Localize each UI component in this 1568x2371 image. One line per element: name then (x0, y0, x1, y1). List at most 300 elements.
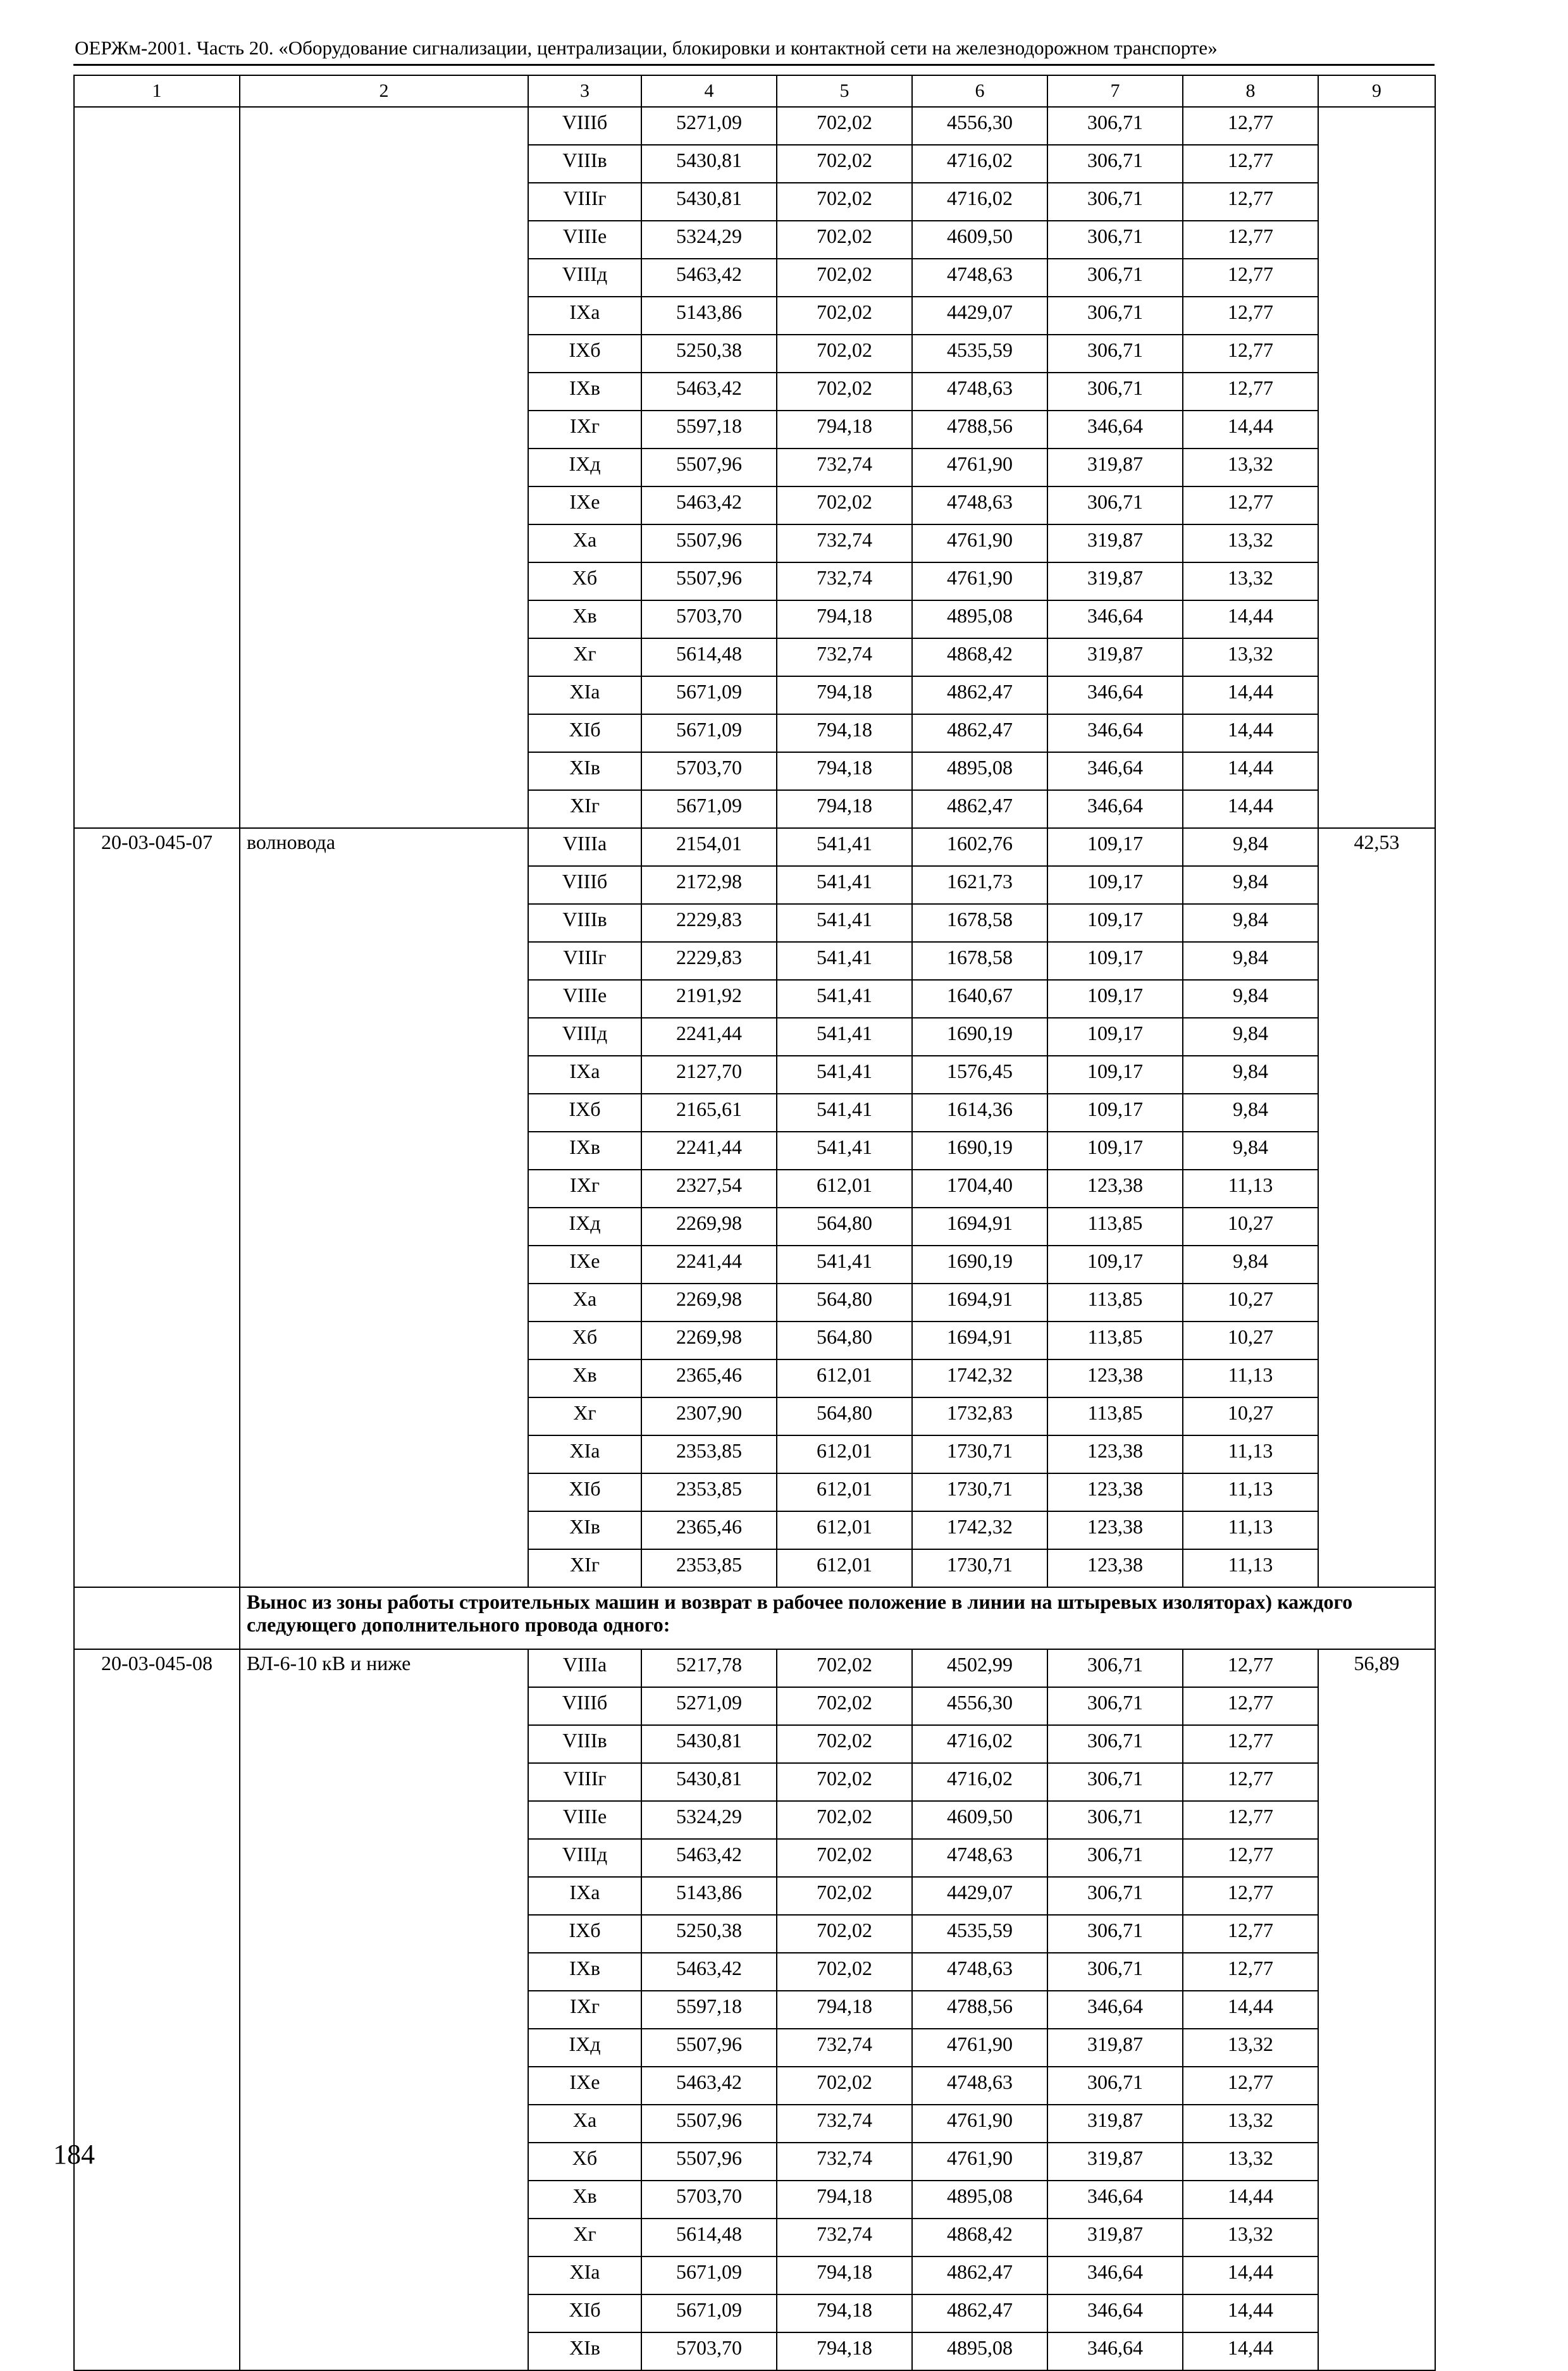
total-cost-cell: 5324,29 (641, 221, 777, 259)
machines-cell: 306,71 (1047, 107, 1183, 145)
machines-cell: 306,71 (1047, 335, 1183, 373)
district-cell: XIб (528, 2294, 641, 2332)
wages-cell: 732,74 (777, 524, 912, 562)
labor-cell: 9,84 (1183, 866, 1318, 904)
machines-cell: 306,71 (1047, 2067, 1183, 2105)
materials-cell: 4748,63 (912, 259, 1047, 297)
machines-cell: 123,38 (1047, 1359, 1183, 1397)
labor-cell: 13,32 (1183, 2143, 1318, 2181)
total-cost-cell: 5250,38 (641, 1915, 777, 1953)
total-cost-cell: 2269,98 (641, 1322, 777, 1359)
wages-cell: 794,18 (777, 2332, 912, 2370)
page-header-title: ОЕРЖм-2001. Часть 20. «Оборудование сигнализации, централизации, блокировки и контактной сети на железнодорожном транспорте» (75, 37, 1218, 59)
wages-cell: 794,18 (777, 790, 912, 828)
total-cost-cell: 5597,18 (641, 411, 777, 449)
wages-cell: 541,41 (777, 866, 912, 904)
labor-cell: 14,44 (1183, 2181, 1318, 2219)
materials-cell: 4788,56 (912, 1991, 1047, 2029)
district-cell: IXе (528, 486, 641, 524)
machines-cell: 319,87 (1047, 638, 1183, 676)
column-number: 1 (74, 75, 240, 107)
district-cell: VIIIа (528, 1649, 641, 1687)
total-cost-cell: 2353,85 (641, 1549, 777, 1587)
materials-cell: 4716,02 (912, 183, 1047, 221)
wages-cell: 702,02 (777, 297, 912, 335)
labor-cell: 9,84 (1183, 1246, 1318, 1284)
wages-cell: 541,41 (777, 1132, 912, 1170)
labor-cell: 10,27 (1183, 1284, 1318, 1322)
labor-cell: 9,84 (1183, 1018, 1318, 1056)
wages-cell: 732,74 (777, 562, 912, 600)
labor-cell: 9,84 (1183, 942, 1318, 980)
machines-cell: 113,85 (1047, 1397, 1183, 1435)
total-cost-cell: 5463,42 (641, 259, 777, 297)
table-row (74, 1649, 1435, 1687)
wages-cell: 732,74 (777, 2143, 912, 2181)
machines-cell: 109,17 (1047, 904, 1183, 942)
machines-cell: 306,71 (1047, 1915, 1183, 1953)
labor-cell: 10,27 (1183, 1208, 1318, 1246)
materials-cell: 4761,90 (912, 449, 1047, 486)
materials-cell: 4761,90 (912, 2105, 1047, 2143)
district-cell: IXд (528, 2029, 641, 2067)
labor-cell: 11,13 (1183, 1170, 1318, 1208)
labor-cell: 9,84 (1183, 1056, 1318, 1094)
total-cost-cell: 5463,42 (641, 2067, 777, 2105)
total-cost-cell: 2241,44 (641, 1018, 777, 1056)
district-cell: VIIIг (528, 1763, 641, 1801)
machines-cell: 346,64 (1047, 600, 1183, 638)
column-number: 4 (641, 75, 777, 107)
wages-cell: 564,80 (777, 1284, 912, 1322)
total-cost-cell: 2229,83 (641, 942, 777, 980)
machines-cell: 123,38 (1047, 1170, 1183, 1208)
labor-cell: 11,13 (1183, 1549, 1318, 1587)
materials-cell: 4535,59 (912, 335, 1047, 373)
materials-cell: 4895,08 (912, 600, 1047, 638)
materials-cell: 4761,90 (912, 524, 1047, 562)
labor-cell: 14,44 (1183, 2332, 1318, 2370)
labor-cell: 14,44 (1183, 2294, 1318, 2332)
labor-cell: 11,13 (1183, 1511, 1318, 1549)
total-cost-cell: 5271,09 (641, 107, 777, 145)
wages-cell: 702,02 (777, 486, 912, 524)
district-cell: Xв (528, 2181, 641, 2219)
district-cell: IXб (528, 335, 641, 373)
materials-cell: 1602,76 (912, 828, 1047, 866)
materials-cell: 1742,32 (912, 1511, 1047, 1549)
materials-cell: 1690,19 (912, 1246, 1047, 1284)
total-cost-cell: 5430,81 (641, 1763, 777, 1801)
machines-cell: 123,38 (1047, 1549, 1183, 1587)
district-cell: XIв (528, 1511, 641, 1549)
column-number: 7 (1047, 75, 1183, 107)
machines-cell: 306,71 (1047, 1649, 1183, 1687)
wages-cell: 794,18 (777, 714, 912, 752)
district-cell: IXе (528, 2067, 641, 2105)
district-cell: XIв (528, 752, 641, 790)
wages-cell: 541,41 (777, 942, 912, 980)
wages-cell: 541,41 (777, 904, 912, 942)
wages-cell: 732,74 (777, 2219, 912, 2256)
machines-cell: 306,71 (1047, 1877, 1183, 1915)
materials-cell: 1730,71 (912, 1473, 1047, 1511)
wages-cell: 732,74 (777, 638, 912, 676)
district-cell: VIIIг (528, 183, 641, 221)
labor-cell: 13,32 (1183, 524, 1318, 562)
district-cell: Xг (528, 2219, 641, 2256)
column-number: 9 (1318, 75, 1435, 107)
district-cell: IXд (528, 1208, 641, 1246)
labor-cell: 12,77 (1183, 335, 1318, 373)
materials-cell: 1694,91 (912, 1284, 1047, 1322)
materials-cell: 4788,56 (912, 411, 1047, 449)
wages-cell: 702,02 (777, 1649, 912, 1687)
labor-cell: 14,44 (1183, 600, 1318, 638)
machines-cell: 113,85 (1047, 1322, 1183, 1359)
labor-cell: 11,13 (1183, 1435, 1318, 1473)
total-cost-cell: 2353,85 (641, 1435, 777, 1473)
labor-cell: 10,27 (1183, 1322, 1318, 1359)
wages-cell: 612,01 (777, 1511, 912, 1549)
district-cell: IXа (528, 1877, 641, 1915)
materials-cell: 4868,42 (912, 2219, 1047, 2256)
district-cell: XIв (528, 2332, 641, 2370)
machines-cell: 109,17 (1047, 1132, 1183, 1170)
materials-cell: 4895,08 (912, 2332, 1047, 2370)
district-cell: VIIIе (528, 221, 641, 259)
labor-total: 42,53 (1318, 828, 1435, 1587)
materials-cell: 4862,47 (912, 676, 1047, 714)
table-row (74, 828, 1435, 866)
wages-cell: 794,18 (777, 2181, 912, 2219)
machines-cell: 306,71 (1047, 1953, 1183, 1991)
materials-cell: 1640,67 (912, 980, 1047, 1018)
labor-cell: 12,77 (1183, 183, 1318, 221)
table-body (74, 75, 1435, 2370)
district-cell: Xб (528, 1322, 641, 1359)
wages-cell: 702,02 (777, 183, 912, 221)
machines-cell: 306,71 (1047, 1763, 1183, 1801)
total-cost-cell: 5507,96 (641, 449, 777, 486)
wages-cell: 702,02 (777, 1725, 912, 1763)
machines-cell: 306,71 (1047, 1801, 1183, 1839)
machines-cell: 319,87 (1047, 2143, 1183, 2181)
materials-cell: 1742,32 (912, 1359, 1047, 1397)
machines-cell: 123,38 (1047, 1435, 1183, 1473)
labor-cell: 13,32 (1183, 562, 1318, 600)
machines-cell: 123,38 (1047, 1473, 1183, 1511)
machines-cell: 319,87 (1047, 562, 1183, 600)
machines-cell: 319,87 (1047, 524, 1183, 562)
district-cell: VIIIа (528, 828, 641, 866)
district-cell: VIIIб (528, 107, 641, 145)
district-cell: IXб (528, 1094, 641, 1132)
labor-total (1318, 107, 1435, 828)
materials-cell: 4556,30 (912, 107, 1047, 145)
materials-cell: 4748,63 (912, 2067, 1047, 2105)
wages-cell: 732,74 (777, 2105, 912, 2143)
district-cell: VIIIд (528, 1018, 641, 1056)
total-cost-cell: 5463,42 (641, 373, 777, 411)
wages-cell: 702,02 (777, 1839, 912, 1877)
district-cell: IXа (528, 297, 641, 335)
machines-cell: 346,64 (1047, 752, 1183, 790)
machines-cell: 319,87 (1047, 2105, 1183, 2143)
total-cost-cell: 2154,01 (641, 828, 777, 866)
labor-cell: 12,77 (1183, 373, 1318, 411)
work-name (240, 107, 528, 828)
total-cost-cell: 5507,96 (641, 2029, 777, 2067)
materials-cell: 1614,36 (912, 1094, 1047, 1132)
district-cell: VIIIд (528, 1839, 641, 1877)
total-cost-cell: 2365,46 (641, 1511, 777, 1549)
labor-cell: 9,84 (1183, 828, 1318, 866)
machines-cell: 109,17 (1047, 866, 1183, 904)
district-cell: VIIIв (528, 1725, 641, 1763)
total-cost-cell: 5703,70 (641, 2332, 777, 2370)
machines-cell: 109,17 (1047, 942, 1183, 980)
machines-cell: 306,71 (1047, 373, 1183, 411)
labor-cell: 14,44 (1183, 714, 1318, 752)
district-cell: Xа (528, 524, 641, 562)
total-cost-cell: 5597,18 (641, 1991, 777, 2029)
column-number-row (74, 75, 1435, 107)
labor-cell: 14,44 (1183, 2256, 1318, 2294)
wages-cell: 702,02 (777, 2067, 912, 2105)
materials-cell: 4502,99 (912, 1649, 1047, 1687)
machines-cell: 346,64 (1047, 2294, 1183, 2332)
materials-cell: 1678,58 (912, 904, 1047, 942)
page-number: 184 (53, 2139, 95, 2170)
labor-cell: 11,13 (1183, 1473, 1318, 1511)
materials-cell: 1576,45 (912, 1056, 1047, 1094)
labor-cell: 14,44 (1183, 790, 1318, 828)
labor-cell: 12,77 (1183, 1801, 1318, 1839)
wages-cell: 564,80 (777, 1397, 912, 1435)
materials-cell: 4609,50 (912, 221, 1047, 259)
total-cost-cell: 2241,44 (641, 1246, 777, 1284)
labor-cell: 12,77 (1183, 2067, 1318, 2105)
wages-cell: 794,18 (777, 2294, 912, 2332)
machines-cell: 306,71 (1047, 1687, 1183, 1725)
total-cost-cell: 2269,98 (641, 1284, 777, 1322)
labor-cell: 9,84 (1183, 1094, 1318, 1132)
district-cell: XIг (528, 790, 641, 828)
materials-cell: 4716,02 (912, 1725, 1047, 1763)
column-number: 3 (528, 75, 641, 107)
materials-cell: 4895,08 (912, 2181, 1047, 2219)
district-cell: Xг (528, 638, 641, 676)
district-cell: VIIIд (528, 259, 641, 297)
district-cell: Xв (528, 1359, 641, 1397)
district-cell: XIа (528, 2256, 641, 2294)
wages-cell: 564,80 (777, 1322, 912, 1359)
total-cost-cell: 2307,90 (641, 1397, 777, 1435)
materials-cell: 1694,91 (912, 1208, 1047, 1246)
labor-cell: 14,44 (1183, 752, 1318, 790)
total-cost-cell: 5507,96 (641, 2105, 777, 2143)
materials-cell: 4748,63 (912, 373, 1047, 411)
labor-cell: 13,32 (1183, 638, 1318, 676)
labor-cell: 10,27 (1183, 1397, 1318, 1435)
district-cell: VIIIв (528, 145, 641, 183)
district-cell: Xб (528, 562, 641, 600)
machines-cell: 346,64 (1047, 1991, 1183, 2029)
machines-cell: 306,71 (1047, 221, 1183, 259)
labor-cell: 9,84 (1183, 1132, 1318, 1170)
labor-cell: 12,77 (1183, 297, 1318, 335)
machines-cell: 109,17 (1047, 1094, 1183, 1132)
materials-cell: 1694,91 (912, 1322, 1047, 1359)
district-cell: Xб (528, 2143, 641, 2181)
labor-cell: 12,77 (1183, 221, 1318, 259)
materials-cell: 4748,63 (912, 486, 1047, 524)
wages-cell: 541,41 (777, 1018, 912, 1056)
district-cell: IXв (528, 1953, 641, 1991)
column-number: 8 (1183, 75, 1318, 107)
wages-cell: 541,41 (777, 1246, 912, 1284)
materials-cell: 4429,07 (912, 297, 1047, 335)
wages-cell: 702,02 (777, 221, 912, 259)
total-cost-cell: 5463,42 (641, 1953, 777, 1991)
materials-cell: 4748,63 (912, 1953, 1047, 1991)
column-number: 6 (912, 75, 1047, 107)
wages-cell: 702,02 (777, 1801, 912, 1839)
materials-cell: 4716,02 (912, 1763, 1047, 1801)
wages-cell: 612,01 (777, 1435, 912, 1473)
wages-cell: 702,02 (777, 259, 912, 297)
labor-cell: 12,77 (1183, 1649, 1318, 1687)
labor-cell: 11,13 (1183, 1359, 1318, 1397)
total-cost-cell: 5703,70 (641, 600, 777, 638)
district-cell: XIб (528, 1473, 641, 1511)
wages-cell: 702,02 (777, 1915, 912, 1953)
machines-cell: 113,85 (1047, 1208, 1183, 1246)
machines-cell: 113,85 (1047, 1284, 1183, 1322)
materials-cell: 4429,07 (912, 1877, 1047, 1915)
wages-cell: 794,18 (777, 2256, 912, 2294)
wages-cell: 612,01 (777, 1549, 912, 1587)
materials-cell: 4535,59 (912, 1915, 1047, 1953)
total-cost-cell: 5507,96 (641, 2143, 777, 2181)
total-cost-cell: 5671,09 (641, 714, 777, 752)
total-cost-cell: 5671,09 (641, 2294, 777, 2332)
labor-cell: 13,32 (1183, 2219, 1318, 2256)
labor-cell: 12,77 (1183, 1915, 1318, 1953)
district-cell: XIг (528, 1549, 641, 1587)
materials-cell: 4761,90 (912, 2143, 1047, 2181)
wages-cell: 702,02 (777, 145, 912, 183)
wages-cell: 702,02 (777, 335, 912, 373)
total-cost-cell: 5614,48 (641, 638, 777, 676)
wages-cell: 794,18 (777, 752, 912, 790)
district-cell: VIIIб (528, 1687, 641, 1725)
total-cost-cell: 5250,38 (641, 335, 777, 373)
labor-cell: 13,32 (1183, 2105, 1318, 2143)
wages-cell: 794,18 (777, 600, 912, 638)
labor-cell: 12,77 (1183, 1877, 1318, 1915)
wages-cell: 702,02 (777, 1953, 912, 1991)
materials-cell: 4862,47 (912, 714, 1047, 752)
total-cost-cell: 2365,46 (641, 1359, 777, 1397)
total-cost-cell: 5703,70 (641, 752, 777, 790)
machines-cell: 306,71 (1047, 1839, 1183, 1877)
wages-cell: 794,18 (777, 411, 912, 449)
table-row (74, 107, 1435, 145)
labor-cell: 12,77 (1183, 1953, 1318, 1991)
materials-cell: 4761,90 (912, 2029, 1047, 2067)
machines-cell: 319,87 (1047, 2219, 1183, 2256)
machines-cell: 319,87 (1047, 2029, 1183, 2067)
total-cost-cell: 2269,98 (641, 1208, 777, 1246)
header-divider (73, 64, 1435, 66)
materials-cell: 1621,73 (912, 866, 1047, 904)
total-cost-cell: 5507,96 (641, 524, 777, 562)
total-cost-cell: 5703,70 (641, 2181, 777, 2219)
wages-cell: 732,74 (777, 449, 912, 486)
total-cost-cell: 2327,54 (641, 1170, 777, 1208)
machines-cell: 306,71 (1047, 145, 1183, 183)
materials-cell: 1690,19 (912, 1132, 1047, 1170)
wages-cell: 794,18 (777, 676, 912, 714)
wages-cell: 612,01 (777, 1170, 912, 1208)
work-name: волновода (240, 828, 528, 1587)
materials-cell: 1730,71 (912, 1435, 1047, 1473)
materials-cell: 4862,47 (912, 2256, 1047, 2294)
district-cell: Xа (528, 2105, 641, 2143)
labor-cell: 9,84 (1183, 980, 1318, 1018)
total-cost-cell: 2229,83 (641, 904, 777, 942)
materials-cell: 4895,08 (912, 752, 1047, 790)
labor-total: 56,89 (1318, 1649, 1435, 2370)
section-heading-row (74, 1587, 1435, 1649)
machines-cell: 306,71 (1047, 486, 1183, 524)
materials-cell: 1704,40 (912, 1170, 1047, 1208)
district-cell: Xв (528, 600, 641, 638)
district-cell: IXе (528, 1246, 641, 1284)
work-name: ВЛ-6-10 кВ и ниже (240, 1649, 528, 2370)
machines-cell: 306,71 (1047, 183, 1183, 221)
machines-cell: 109,17 (1047, 1056, 1183, 1094)
materials-cell: 4748,63 (912, 1839, 1047, 1877)
labor-cell: 13,32 (1183, 2029, 1318, 2067)
district-cell: IXг (528, 411, 641, 449)
total-cost-cell: 5430,81 (641, 1725, 777, 1763)
materials-cell: 4761,90 (912, 562, 1047, 600)
labor-cell: 12,77 (1183, 145, 1318, 183)
materials-cell: 4556,30 (912, 1687, 1047, 1725)
total-cost-cell: 2353,85 (641, 1473, 777, 1511)
wages-cell: 541,41 (777, 828, 912, 866)
machines-cell: 109,17 (1047, 1246, 1183, 1284)
labor-cell: 13,32 (1183, 449, 1318, 486)
total-cost-cell: 5671,09 (641, 2256, 777, 2294)
machines-cell: 109,17 (1047, 1018, 1183, 1056)
wages-cell: 702,02 (777, 1763, 912, 1801)
wages-cell: 541,41 (777, 1094, 912, 1132)
district-cell: IXа (528, 1056, 641, 1094)
district-cell: VIIIб (528, 866, 641, 904)
total-cost-cell: 5143,86 (641, 297, 777, 335)
machines-cell: 346,64 (1047, 714, 1183, 752)
total-cost-cell: 5217,78 (641, 1649, 777, 1687)
total-cost-cell: 5463,42 (641, 1839, 777, 1877)
total-cost-cell: 2191,92 (641, 980, 777, 1018)
labor-cell: 14,44 (1183, 411, 1318, 449)
district-cell: VIIIг (528, 942, 641, 980)
machines-cell: 123,38 (1047, 1511, 1183, 1549)
